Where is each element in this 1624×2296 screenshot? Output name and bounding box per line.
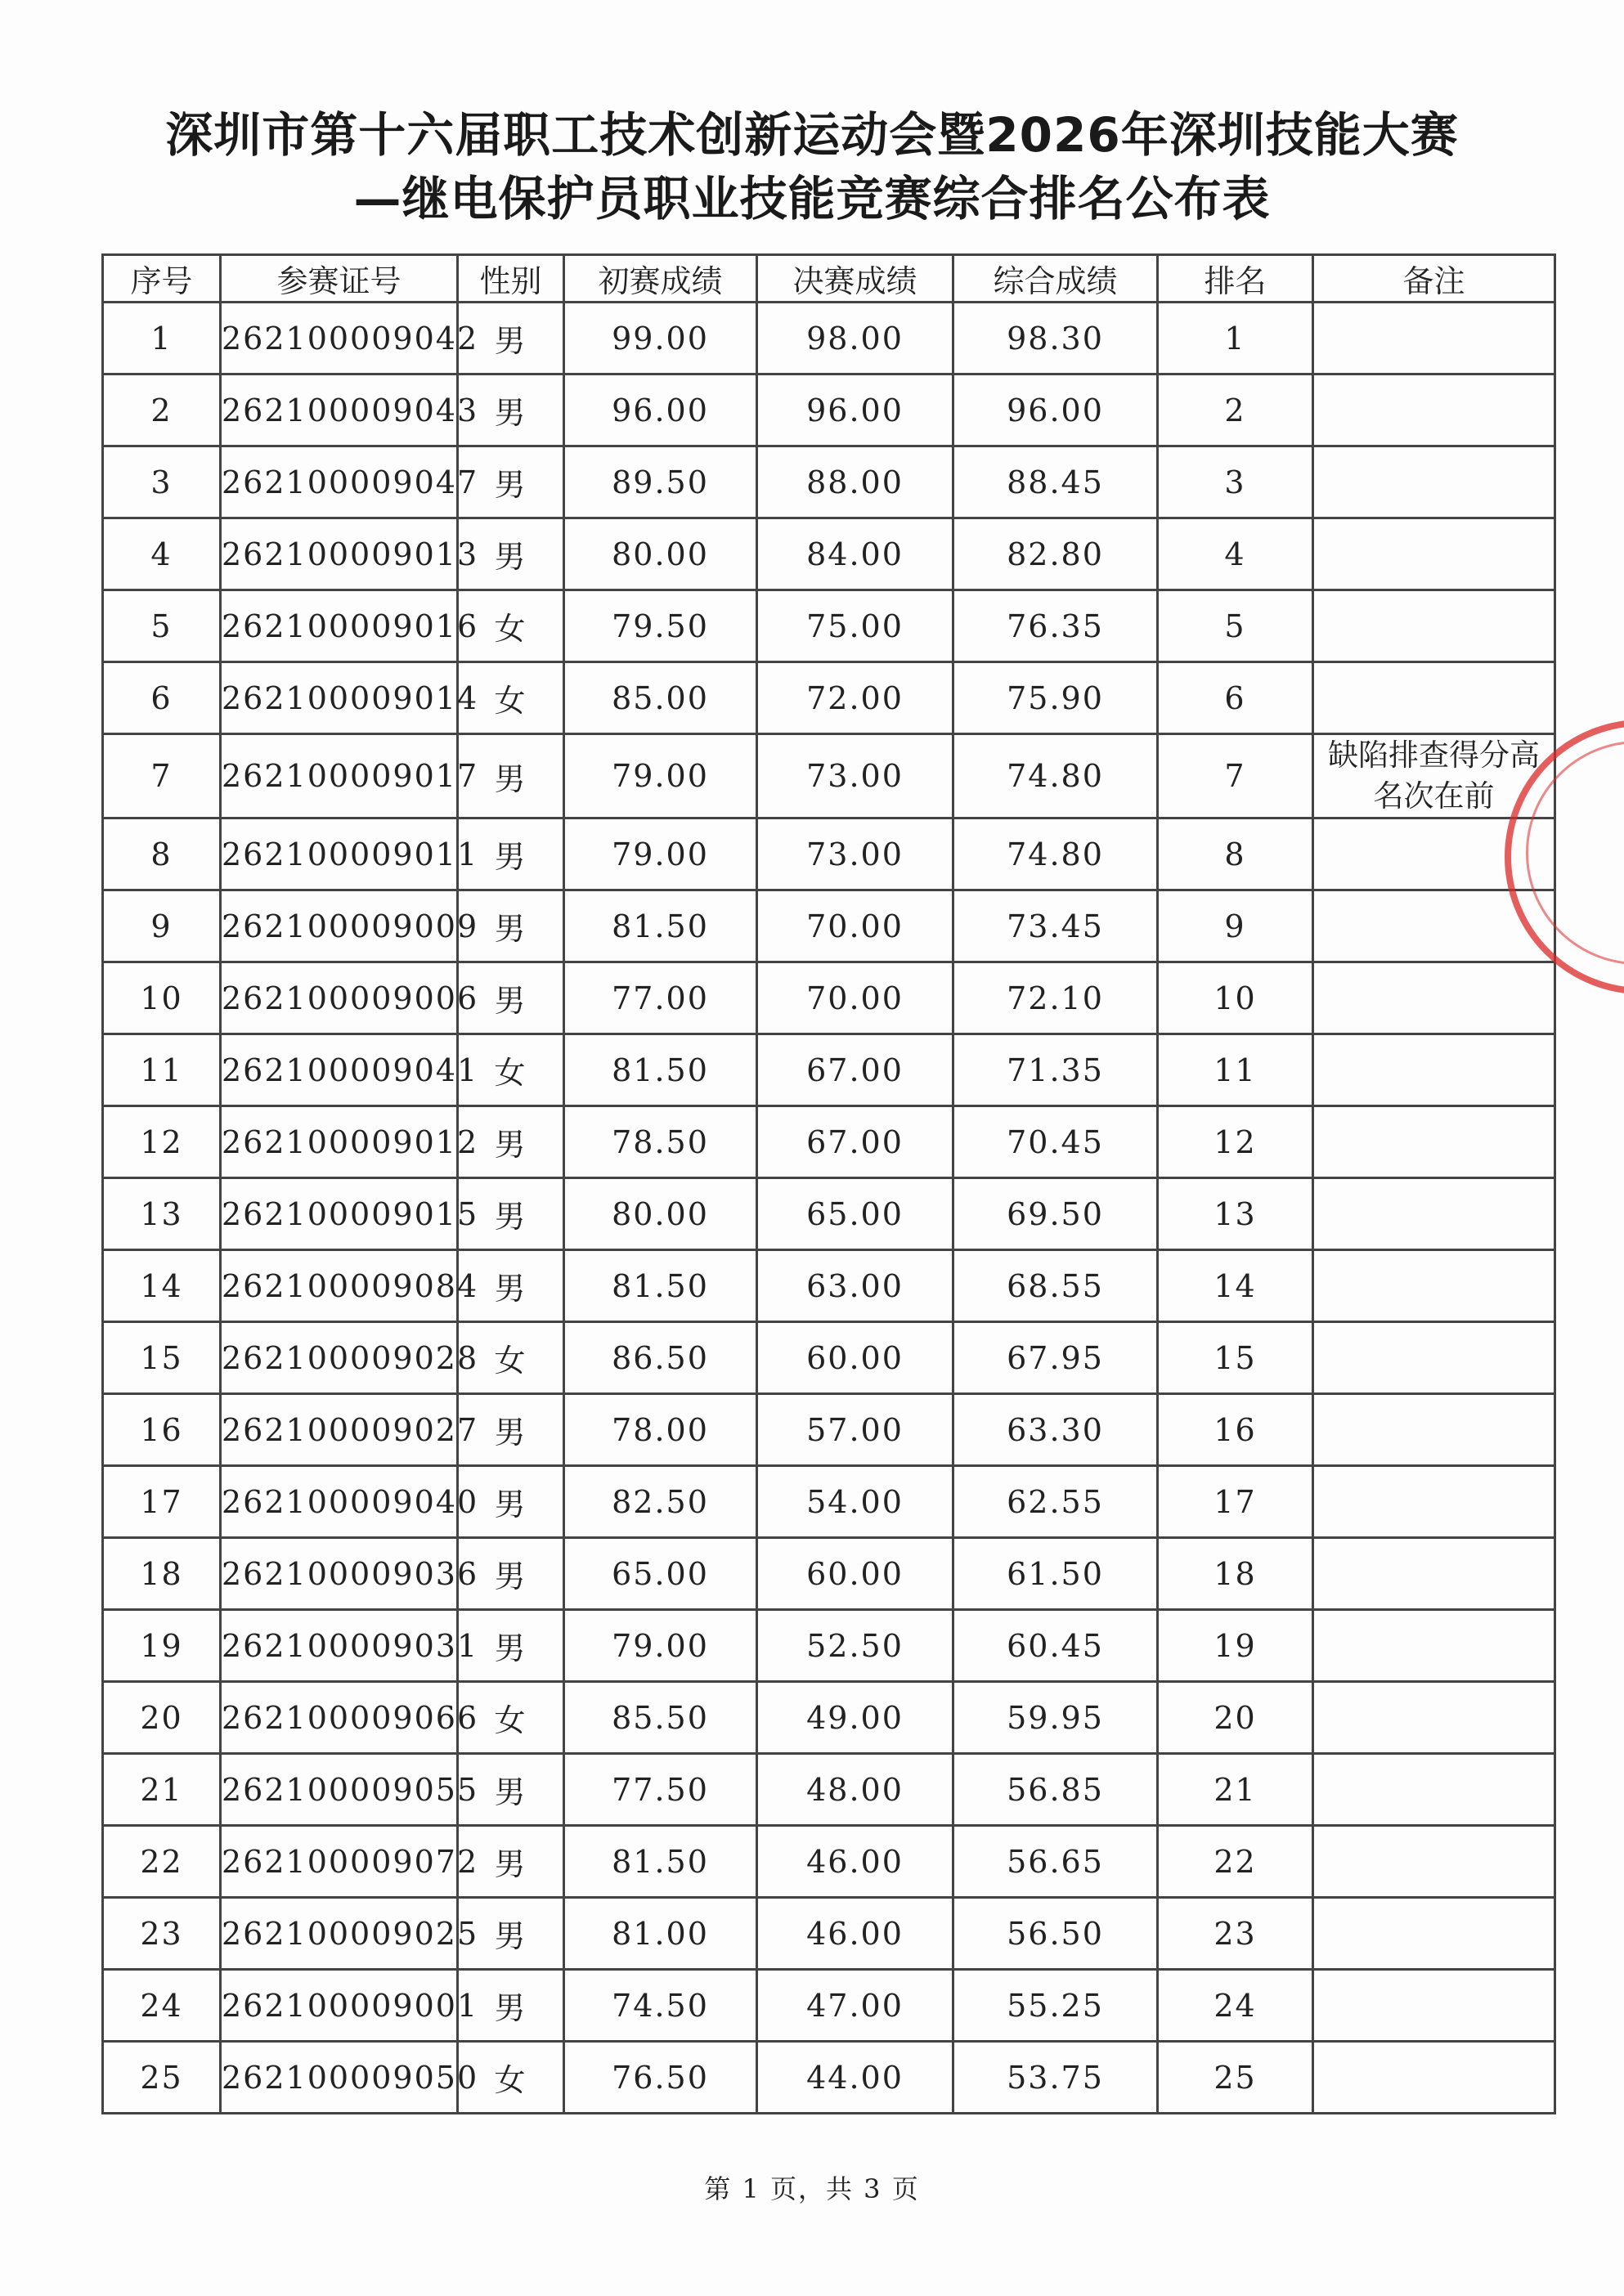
cell-id: 262100009041 (221, 1034, 458, 1106)
cell-final: 57.00 (757, 1394, 953, 1466)
cell-final: 72.00 (757, 662, 953, 734)
cell-prelim: 81.50 (564, 1826, 757, 1898)
cell-gender: 男 (458, 1826, 564, 1898)
cell-remark (1313, 1178, 1555, 1250)
cell-prelim: 85.00 (564, 662, 757, 734)
table-row (103, 1610, 1555, 1682)
cell-rank: 4 (1158, 518, 1313, 590)
cell-gender: 男 (458, 1250, 564, 1322)
cell-rank: 12 (1158, 1106, 1313, 1178)
cell-id: 262100009016 (221, 590, 458, 662)
cell-prelim: 77.50 (564, 1754, 757, 1826)
cell-prelim: 79.00 (564, 734, 757, 818)
cell-prelim: 80.00 (564, 518, 757, 590)
cell-id: 262100009047 (221, 446, 458, 518)
cell-total: 59.95 (953, 1682, 1158, 1754)
cell-rank: 20 (1158, 1682, 1313, 1754)
table-row (103, 662, 1555, 734)
cell-rank: 8 (1158, 818, 1313, 890)
cell-gender: 女 (458, 1322, 564, 1394)
cell-no: 8 (103, 818, 221, 890)
cell-gender: 男 (458, 1466, 564, 1538)
cell-id: 262100009015 (221, 1178, 458, 1250)
cell-no: 6 (103, 662, 221, 734)
cell-prelim: 82.50 (564, 1466, 757, 1538)
cell-total: 82.80 (953, 518, 1158, 590)
cell-total: 62.55 (953, 1466, 1158, 1538)
cell-prelim: 85.50 (564, 1682, 757, 1754)
cell-rank: 23 (1158, 1898, 1313, 1970)
cell-rank: 22 (1158, 1826, 1313, 1898)
cell-final: 52.50 (757, 1610, 953, 1682)
cell-prelim: 81.50 (564, 1034, 757, 1106)
header-no: 序号 (103, 255, 221, 303)
cell-gender: 男 (458, 890, 564, 962)
cell-final: 44.00 (757, 2042, 953, 2114)
table-header-row (103, 255, 1555, 303)
cell-rank: 18 (1158, 1538, 1313, 1610)
cell-total: 75.90 (953, 662, 1158, 734)
cell-final: 88.00 (757, 446, 953, 518)
cell-no: 24 (103, 1970, 221, 2042)
cell-total: 56.85 (953, 1754, 1158, 1826)
cell-gender: 男 (458, 1610, 564, 1682)
cell-final: 47.00 (757, 1970, 953, 2042)
cell-gender: 男 (458, 1178, 564, 1250)
document-title-line2: —继电保护员职业技能竞赛综合排名公布表 (353, 171, 1271, 226)
cell-no: 17 (103, 1466, 221, 1538)
cell-remark (1313, 1106, 1555, 1178)
cell-prelim: 77.00 (564, 962, 757, 1034)
cell-gender: 男 (458, 303, 564, 374)
cell-final: 49.00 (757, 1682, 953, 1754)
table-row (103, 1178, 1555, 1250)
cell-prelim: 96.00 (564, 374, 757, 446)
cell-remark (1313, 1034, 1555, 1106)
cell-no: 20 (103, 1682, 221, 1754)
cell-prelim: 81.00 (564, 1898, 757, 1970)
cell-final: 73.00 (757, 818, 953, 890)
cell-total: 68.55 (953, 1250, 1158, 1322)
cell-final: 63.00 (757, 1250, 953, 1322)
cell-gender: 男 (458, 1970, 564, 2042)
cell-gender: 男 (458, 962, 564, 1034)
cell-final: 70.00 (757, 962, 953, 1034)
cell-rank: 19 (1158, 1610, 1313, 1682)
table-row (103, 1826, 1555, 1898)
cell-prelim: 86.50 (564, 1322, 757, 1394)
cell-rank: 10 (1158, 962, 1313, 1034)
cell-no: 16 (103, 1394, 221, 1466)
cell-total: 76.35 (953, 590, 1158, 662)
cell-remark (1313, 662, 1555, 734)
cell-total: 63.30 (953, 1394, 1158, 1466)
cell-remark (1313, 1250, 1555, 1322)
cell-id: 262100009012 (221, 1106, 458, 1178)
cell-no: 12 (103, 1106, 221, 1178)
cell-no: 3 (103, 446, 221, 518)
cell-gender: 男 (458, 1898, 564, 1970)
cell-gender: 男 (458, 518, 564, 590)
table-row (103, 1250, 1555, 1322)
cell-id: 262100009072 (221, 1826, 458, 1898)
table-row (103, 303, 1555, 374)
cell-id: 262100009055 (221, 1754, 458, 1826)
cell-total: 74.80 (953, 818, 1158, 890)
cell-id: 262100009084 (221, 1250, 458, 1322)
cell-prelim: 79.00 (564, 1610, 757, 1682)
cell-remark (1313, 1682, 1555, 1754)
cell-remark (1313, 1826, 1555, 1898)
cell-final: 67.00 (757, 1034, 953, 1106)
cell-no: 18 (103, 1538, 221, 1610)
cell-prelim: 79.50 (564, 590, 757, 662)
cell-no: 7 (103, 734, 221, 818)
cell-id: 262100009043 (221, 374, 458, 446)
cell-rank: 24 (1158, 1970, 1313, 2042)
cell-remark (1313, 374, 1555, 446)
cell-final: 75.00 (757, 590, 953, 662)
cell-final: 46.00 (757, 1898, 953, 1970)
cell-id: 262100009036 (221, 1538, 458, 1610)
cell-remark (1313, 1754, 1555, 1826)
cell-prelim: 76.50 (564, 2042, 757, 2114)
cell-total: 88.45 (953, 446, 1158, 518)
cell-rank: 16 (1158, 1394, 1313, 1466)
cell-gender: 女 (458, 662, 564, 734)
cell-total: 69.50 (953, 1178, 1158, 1250)
cell-gender: 男 (458, 818, 564, 890)
header-remark: 备注 (1313, 255, 1555, 303)
cell-id: 262100009006 (221, 962, 458, 1034)
ranking-table (101, 253, 1556, 2114)
cell-prelim: 81.50 (564, 890, 757, 962)
cell-id: 262100009066 (221, 1682, 458, 1754)
table-row (103, 818, 1555, 890)
cell-rank: 6 (1158, 662, 1313, 734)
document-title-line1: 深圳市第十六届职工技术创新运动会暨2026年深圳技能大赛 (165, 107, 1459, 163)
cell-gender: 男 (458, 1538, 564, 1610)
cell-no: 11 (103, 1034, 221, 1106)
cell-rank: 15 (1158, 1322, 1313, 1394)
cell-remark (1313, 590, 1555, 662)
cell-final: 73.00 (757, 734, 953, 818)
cell-total: 71.35 (953, 1034, 1158, 1106)
cell-id: 262100009028 (221, 1322, 458, 1394)
cell-final: 48.00 (757, 1754, 953, 1826)
cell-remark (1313, 1610, 1555, 1682)
cell-no: 5 (103, 590, 221, 662)
header-rank: 排名 (1158, 255, 1313, 303)
table-row (103, 1682, 1555, 1754)
cell-id: 262100009001 (221, 1970, 458, 2042)
cell-prelim: 65.00 (564, 1538, 757, 1610)
cell-final: 84.00 (757, 518, 953, 590)
cell-prelim: 80.00 (564, 1178, 757, 1250)
cell-prelim: 78.50 (564, 1106, 757, 1178)
cell-remark (1313, 1898, 1555, 1970)
cell-remark (1313, 962, 1555, 1034)
cell-final: 60.00 (757, 1538, 953, 1610)
page-footer: 第 1 页，共 3 页 (704, 2173, 920, 2204)
table-row (103, 1322, 1555, 1394)
table-row (103, 1034, 1555, 1106)
cell-gender: 男 (458, 446, 564, 518)
cell-rank: 9 (1158, 890, 1313, 962)
cell-total: 55.25 (953, 1970, 1158, 2042)
cell-total: 67.95 (953, 1322, 1158, 1394)
cell-no: 13 (103, 1178, 221, 1250)
table-row (103, 734, 1555, 818)
cell-rank: 1 (1158, 303, 1313, 374)
table-row (103, 1466, 1555, 1538)
table-row (103, 962, 1555, 1034)
table-row (103, 1106, 1555, 1178)
table-row (103, 374, 1555, 446)
cell-total: 72.10 (953, 962, 1158, 1034)
cell-gender: 男 (458, 1394, 564, 1466)
cell-final: 67.00 (757, 1106, 953, 1178)
cell-remark (1313, 1538, 1555, 1610)
cell-prelim: 81.50 (564, 1250, 757, 1322)
table-row (103, 518, 1555, 590)
cell-prelim: 79.00 (564, 818, 757, 890)
cell-final: 65.00 (757, 1178, 953, 1250)
cell-total: 56.65 (953, 1826, 1158, 1898)
cell-remark (1313, 1466, 1555, 1538)
cell-no: 2 (103, 374, 221, 446)
cell-id: 262100009042 (221, 303, 458, 374)
cell-final: 60.00 (757, 1322, 953, 1394)
cell-id: 262100009014 (221, 662, 458, 734)
cell-no: 10 (103, 962, 221, 1034)
cell-remark (1313, 446, 1555, 518)
header-id: 参赛证号 (221, 255, 458, 303)
cell-gender: 女 (458, 2042, 564, 2114)
cell-total: 96.00 (953, 374, 1158, 446)
cell-rank: 3 (1158, 446, 1313, 518)
table-row (103, 2042, 1555, 2114)
header-gender: 性别 (458, 255, 564, 303)
table-row (103, 1898, 1555, 1970)
cell-no: 14 (103, 1250, 221, 1322)
cell-total: 74.80 (953, 734, 1158, 818)
cell-no: 21 (103, 1754, 221, 1826)
cell-no: 22 (103, 1826, 221, 1898)
cell-total: 98.30 (953, 303, 1158, 374)
cell-gender: 男 (458, 734, 564, 818)
cell-rank: 11 (1158, 1034, 1313, 1106)
cell-remark (1313, 1970, 1555, 2042)
table-body (103, 303, 1555, 2114)
cell-no: 9 (103, 890, 221, 962)
cell-id: 262100009025 (221, 1898, 458, 1970)
cell-final: 46.00 (757, 1826, 953, 1898)
cell-no: 19 (103, 1610, 221, 1682)
cell-id: 262100009031 (221, 1610, 458, 1682)
cell-rank: 14 (1158, 1250, 1313, 1322)
header-prelim: 初赛成绩 (564, 255, 757, 303)
cell-no: 15 (103, 1322, 221, 1394)
cell-gender: 男 (458, 1106, 564, 1178)
cell-final: 96.00 (757, 374, 953, 446)
cell-total: 56.50 (953, 1898, 1158, 1970)
cell-prelim: 74.50 (564, 1970, 757, 2042)
table-row (103, 1970, 1555, 2042)
cell-total: 60.45 (953, 1610, 1158, 1682)
cell-total: 61.50 (953, 1538, 1158, 1610)
cell-rank: 13 (1158, 1178, 1313, 1250)
cell-id: 262100009040 (221, 1466, 458, 1538)
table-row (103, 590, 1555, 662)
cell-id: 262100009027 (221, 1394, 458, 1466)
cell-gender: 女 (458, 590, 564, 662)
cell-total: 53.75 (953, 2042, 1158, 2114)
cell-no: 25 (103, 2042, 221, 2114)
header-final: 决赛成绩 (757, 255, 953, 303)
table-row (103, 1394, 1555, 1466)
cell-total: 70.45 (953, 1106, 1158, 1178)
cell-gender: 男 (458, 374, 564, 446)
cell-final: 70.00 (757, 890, 953, 962)
cell-prelim: 78.00 (564, 1394, 757, 1466)
cell-rank: 2 (1158, 374, 1313, 446)
cell-id: 262100009017 (221, 734, 458, 818)
cell-id: 262100009009 (221, 890, 458, 962)
cell-id: 262100009013 (221, 518, 458, 590)
cell-rank: 25 (1158, 2042, 1313, 2114)
cell-prelim: 99.00 (564, 303, 757, 374)
cell-remark (1313, 1394, 1555, 1466)
cell-remark (1313, 518, 1555, 590)
header-total: 综合成绩 (953, 255, 1158, 303)
cell-gender: 男 (458, 1754, 564, 1826)
table-row (103, 890, 1555, 962)
cell-remark (1313, 1322, 1555, 1394)
cell-no: 1 (103, 303, 221, 374)
cell-prelim: 89.50 (564, 446, 757, 518)
cell-rank: 7 (1158, 734, 1313, 818)
table-row (103, 1754, 1555, 1826)
cell-no: 23 (103, 1898, 221, 1970)
cell-no: 4 (103, 518, 221, 590)
cell-id: 262100009011 (221, 818, 458, 890)
cell-gender: 女 (458, 1034, 564, 1106)
table-row (103, 446, 1555, 518)
cell-rank: 17 (1158, 1466, 1313, 1538)
cell-gender: 女 (458, 1682, 564, 1754)
cell-rank: 5 (1158, 590, 1313, 662)
cell-id: 262100009050 (221, 2042, 458, 2114)
cell-final: 98.00 (757, 303, 953, 374)
cell-remark (1313, 2042, 1555, 2114)
cell-final: 54.00 (757, 1466, 953, 1538)
cell-rank: 21 (1158, 1754, 1313, 1826)
cell-remark: 缺陷排查得分高名次在前 (1313, 734, 1555, 818)
cell-total: 73.45 (953, 890, 1158, 962)
cell-remark (1313, 303, 1555, 374)
table-row (103, 1538, 1555, 1610)
